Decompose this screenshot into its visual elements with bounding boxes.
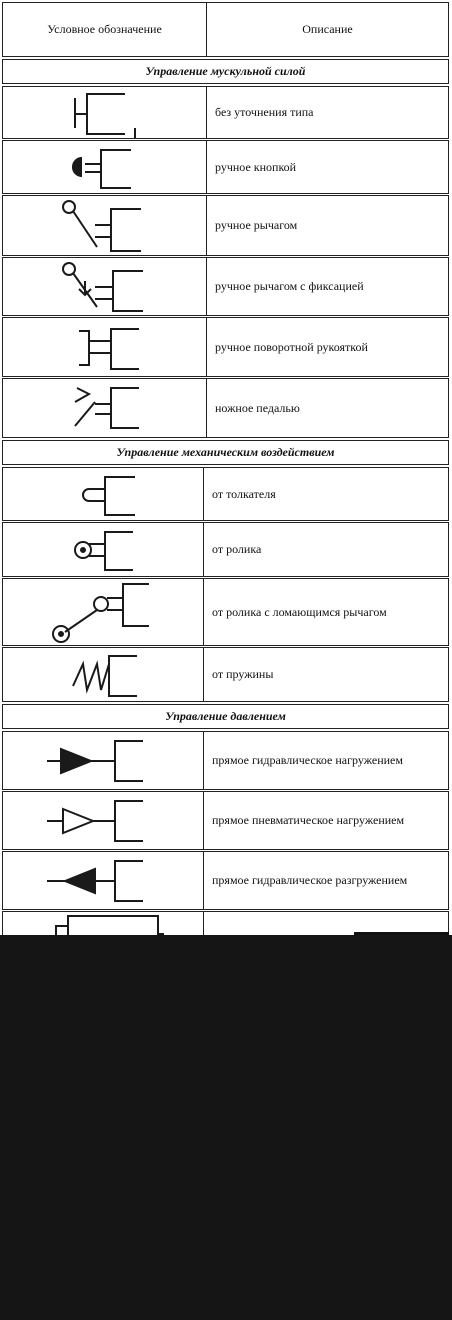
lever-detent-icon — [3, 258, 207, 315]
table-row — [2, 791, 449, 850]
roller-lever-icon — [3, 579, 204, 645]
header-symbol: Условное обозначение — [3, 3, 207, 56]
row-description: от ролика — [212, 542, 262, 556]
roller-icon — [3, 523, 204, 576]
rotary-handle-icon — [3, 318, 207, 376]
section-title-mechanical: Управление механическим воздействием — [2, 440, 449, 465]
row-description: от ролика с ломающимся рычагом — [212, 604, 387, 619]
hydraulic-release-icon — [3, 852, 204, 909]
pneumatic-pressurize-icon — [3, 792, 204, 849]
table-row — [2, 195, 449, 256]
table-header — [2, 2, 449, 57]
table-row — [2, 378, 449, 438]
table-row — [2, 578, 449, 646]
pilot-operated-icon — [3, 912, 204, 935]
row-description: ножное педалью — [215, 400, 300, 415]
spring-icon — [3, 648, 204, 701]
section-title-pressure: Управление давлением — [2, 704, 449, 729]
header-description: Описание — [302, 22, 353, 36]
row-description: от толкателя — [212, 486, 276, 501]
row-description: ручное рычагом — [215, 218, 298, 232]
row-description: ручное рычагом с фиксацией — [215, 279, 364, 293]
row-description: прямое гидравлическое нагружением — [212, 753, 403, 767]
table-row — [2, 86, 449, 139]
row-description: ручное поворотной рукояткой — [215, 339, 368, 354]
table-row — [2, 467, 449, 521]
row-description: ручное кнопкой — [215, 159, 297, 174]
table-row — [2, 647, 449, 702]
table-row — [2, 522, 449, 577]
muscular-generic-icon — [3, 87, 207, 138]
row-description: прямое гидравлическое разгружением — [212, 873, 408, 887]
table-row — [2, 851, 449, 910]
lever-icon — [3, 196, 207, 255]
row-description: прямое пневматическое нагружением — [212, 813, 405, 827]
table-row — [2, 317, 449, 377]
plunger-icon — [3, 468, 204, 520]
table-row — [2, 731, 449, 790]
section-title-muscular: Управление мускульной силой — [2, 59, 449, 84]
push-button-icon — [3, 141, 207, 193]
table-row — [2, 140, 449, 194]
row-description: от пружины — [212, 667, 274, 681]
pedal-icon — [3, 379, 207, 437]
partial-mark — [354, 932, 449, 935]
table-row — [2, 257, 449, 316]
hydraulic-pressurize-icon — [3, 732, 204, 789]
row-description: без уточнения типа — [215, 105, 314, 119]
